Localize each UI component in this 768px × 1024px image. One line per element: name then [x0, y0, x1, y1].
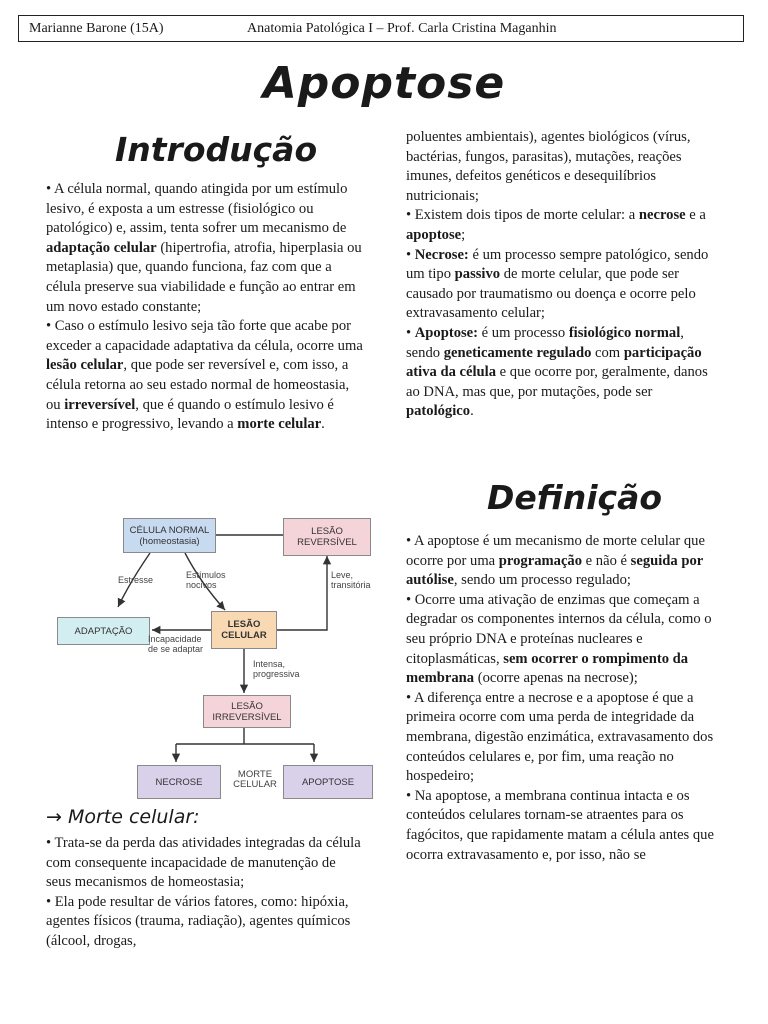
cell-death-heading: → Morte celular:	[46, 806, 200, 828]
page-title: Apoptose	[262, 58, 506, 109]
cell-death-paragraph-2: • Ela pode resultar de vários fatores, como: hipóxia, agentes físicos (trauma, radiação), agentes químicos (álcool, drogas,	[46, 893, 351, 949]
box-necrosis: NECROSE	[137, 765, 221, 799]
cell-injury-diagram	[50, 512, 380, 804]
cell-death-text	[46, 834, 364, 952]
cell-death-paragraph-1: • Trata-se da perda das atividades integradas da célula com consequente incapacidade de manutenção de seus mecanismos de homeostasia;	[46, 835, 361, 891]
label-mild-transient: Leve, transitória	[331, 570, 371, 590]
label-cell-death: MORTE CELULAR	[233, 769, 277, 790]
label-intense-progressive: Intensa, progressiva	[253, 659, 300, 679]
right-paragraph-2: • Necrose: é um processo sempre patológico, sendo um tipo passivo de morte celular, que pode ser causado por traumatismo ou doença e ocorre pelo extravasamento celular;	[406, 246, 709, 322]
box-reversible-injury: LESÃO REVERSÍVEL	[283, 518, 371, 556]
definition-heading: Definição	[487, 478, 663, 517]
definition-paragraph-1: • A apoptose é um mecanismo de morte celular que ocorre por uma programação e não é seguida por autólise, sendo um processo regulado;	[406, 533, 705, 589]
intro-paragraph-1: • A célula normal, quando atingida por um estímulo lesivo, é exposta a um estresse (fisiológico ou patológico) e, assim, tenta sofrer um mecanismo de adaptação celular (hipertrofia, atrofia, hiperplasia ou metaplasia) que, quando funciona, faz com que a célula preserve sua viabilidade e função ao entrar em um novo estado constante;	[46, 181, 362, 315]
right-paragraph-1: • Existem dois tipos de morte celular: a necrose e a apoptose;	[406, 207, 706, 243]
right-paragraph-0: poluentes ambientais), agentes biológicos (vírus, bactérias, fungos, parasitas), mutações, reações imunes, defeitos genéticos e desequilíbrios nutricionais;	[406, 129, 691, 204]
box-cell-injury: LESÃO CELULAR	[211, 611, 277, 649]
definition-paragraph-4: • Na apoptose, a membrana continua intacta e os conteúdos celulares tornam-se atraentes para os fagócitos, que rapidamente matam a célula antes que ocorra extravasamento e, por isso, não se	[406, 787, 714, 863]
box-normal-cell: CÉLULA NORMAL (homeostasia)	[123, 518, 216, 553]
definition-paragraph-3: • A diferença entre a necrose e a apoptose é que a primeira ocorre com uma perda de integridade da membrana, digestão enzimática, extravasamento dos conteúdos celulares e, por fim, uma reação no hospedeiro;	[406, 689, 714, 785]
right-paragraph-3: • Apoptose: é um processo fisiológico normal, sendo geneticamente regulado com participação ativa da célula e que ocorre por, geralmente, danos ao DNA, mas que, por mutações, pode ser patológico.	[406, 324, 708, 420]
intro-paragraph-2: • Caso o estímulo lesivo seja tão forte que acabe por exceder a capacidade adaptativa da célula, ocorre uma lesão celular, que pode ser reversível e, com isso, a célula retorna ao seu estado normal de homeostasia, ou irreversível, que é quando o estímulo lesivo é intenso e progressivo, levando a morte celular.	[46, 318, 363, 433]
box-irreversible-injury: LESÃO IRREVERSÍVEL	[203, 695, 291, 728]
label-harmful-stimuli: Estímulos nocivos	[186, 570, 226, 590]
intro-text	[46, 180, 364, 435]
definition-text	[406, 532, 716, 865]
intro-heading: Introdução	[115, 130, 318, 169]
label-stress: Estresse	[118, 575, 154, 585]
course-name: Anatomia Patológica I – Prof. Carla Cristina Maganhin	[247, 21, 557, 36]
right-column-text	[406, 128, 716, 422]
author-name: Marianne Barone (15A)	[29, 21, 164, 36]
page-header	[18, 15, 744, 42]
box-apoptosis: APOPTOSE	[283, 765, 373, 799]
box-adaptation: ADAPTAÇÃO	[57, 617, 150, 645]
definition-paragraph-2: • Ocorre uma ativação de enzimas que começam a degradar os componentes internos da célula, como o seu próprio DNA e proteínas nucleares e citoplasmáticas, sem ocorrer o rompimento da membrana (ocorre apenas na necrose);	[406, 591, 712, 687]
label-inability-to-adapt: Incapacidade de se adaptar	[148, 634, 204, 654]
